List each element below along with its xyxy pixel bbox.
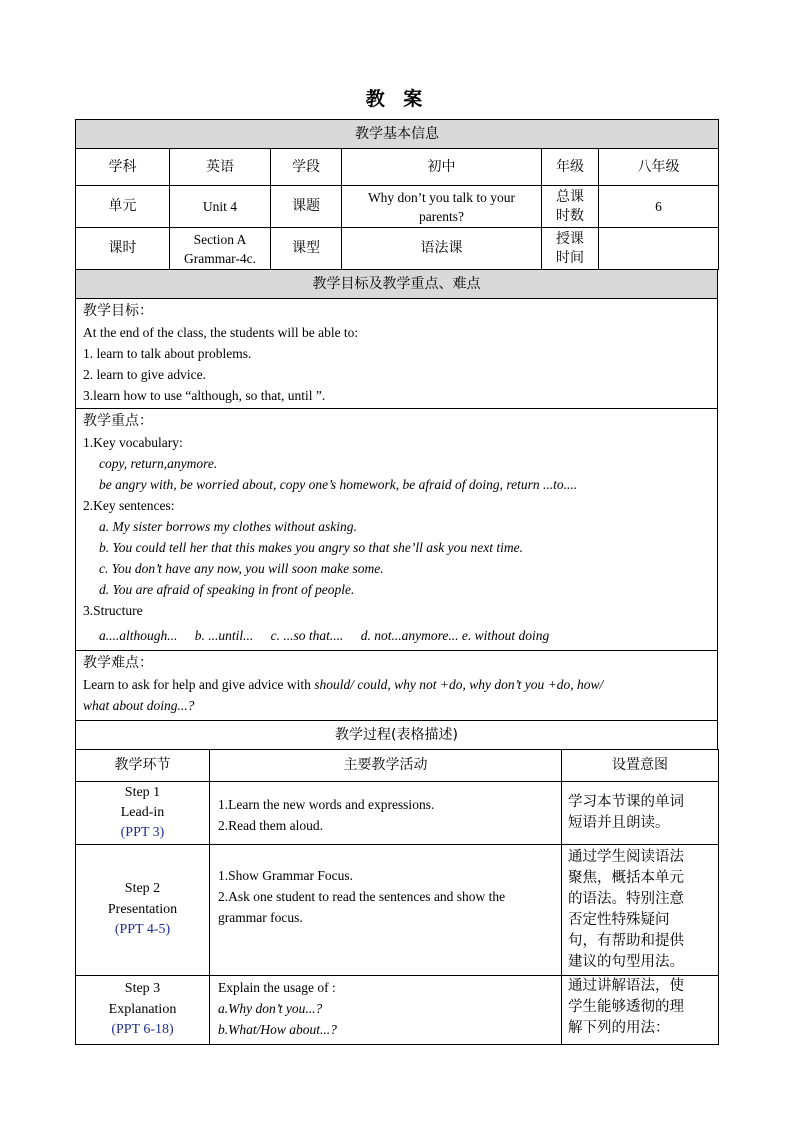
intent-line: 学生能够透彻的理 — [568, 999, 684, 1015]
key-sentence: d. You are afraid of speaking in front of people. — [99, 582, 355, 597]
total-hours-label-1: 总课 — [556, 188, 584, 205]
key-sentence: b. You could tell her that this makes you angry so that she’ll ask you next time. — [99, 540, 523, 555]
step-cell — [76, 782, 210, 845]
objectives-header: 教学目标及教学重点、难点 — [76, 270, 718, 299]
period-label: 课时 — [76, 228, 170, 270]
teaching-time-label-2: 时间 — [556, 249, 584, 266]
step-ppt: (PPT 4-5) — [114, 922, 171, 938]
difficulty-cell — [76, 651, 718, 721]
step-name: Lead-in — [120, 805, 165, 820]
step-ppt: (PPT 6-18) — [111, 1022, 174, 1038]
intent-line: 解下列的用法： — [568, 1020, 670, 1036]
intent-cell — [562, 845, 719, 976]
structure-item: d. not...anymore... e. without doing — [360, 628, 550, 643]
activity-cell — [210, 782, 562, 845]
objectives-table — [75, 269, 718, 750]
difficulty-label: 教学难点： — [83, 655, 153, 671]
difficulty-italic-2: what about doing...? — [83, 698, 195, 713]
teaching-time-value — [599, 228, 719, 270]
col-stage-header: 教学环节 — [76, 750, 210, 782]
vocab-words: copy, return,anymore. — [99, 456, 218, 471]
intent-line: 建议的句型用法。 — [568, 954, 684, 970]
step-name: Presentation — [107, 901, 178, 917]
process-table — [75, 749, 719, 1045]
intent-cell — [562, 976, 719, 1045]
intent-line: 句，有帮助和提供 — [568, 933, 684, 949]
subject-value: 英语 — [170, 149, 271, 186]
intent-line: 的语法。特别注意 — [568, 891, 684, 907]
goals-intro: At the end of the class, the students will be able to: — [83, 325, 359, 340]
topic-line-2: parents? — [419, 208, 464, 224]
stage-label: 学段 — [271, 149, 342, 186]
unit-value: Unit 4 — [170, 186, 271, 228]
lesson-type-value: 语法课 — [342, 228, 542, 270]
page-title: 教 案 — [365, 88, 429, 110]
key-sentence: a. My sister borrows my clothes without asking. — [99, 519, 357, 534]
process-header: 教学过程(表格描述) — [76, 721, 718, 750]
intent-line: 短语并且朗读。 — [568, 815, 670, 831]
topic-value — [342, 186, 542, 228]
structure-item: a....although... — [99, 628, 178, 643]
grade-value: 八年级 — [599, 149, 719, 186]
total-hours-value: 6 — [599, 186, 719, 228]
activity-line: Explain the usage of : — [218, 980, 336, 995]
activity-cell — [210, 845, 562, 976]
intent-cell — [562, 782, 719, 845]
difficulty-italic: should/ could, why not +do, why don’t you +do, how/ — [314, 677, 604, 692]
key-points-label: 教学重点： — [83, 413, 153, 429]
teaching-time-label — [542, 228, 599, 270]
activity-line: 2.Ask one student to read the sentences and show the — [218, 889, 506, 904]
teaching-time-label-1: 授课 — [556, 230, 584, 247]
grade-label: 年级 — [542, 149, 599, 186]
goal-item: 2. learn to give advice. — [83, 367, 206, 382]
basic-info-table — [75, 119, 719, 270]
period-value — [170, 228, 271, 270]
intent-line: 通过学生阅读语法 — [568, 849, 684, 865]
period-value-2: Grammar-4c. — [183, 250, 257, 266]
intent-line: 通过讲解语法，使 — [568, 978, 684, 994]
lesson-type-label: 课型 — [271, 228, 342, 270]
difficulty-plain: Learn to ask for help and give advice with — [83, 677, 315, 692]
difficulty-text — [83, 674, 710, 695]
intent-line: 学习本节课的单词 — [568, 794, 684, 810]
subject-label: 学科 — [76, 149, 170, 186]
stage-value: 初中 — [342, 149, 542, 186]
structure-list — [83, 625, 710, 646]
goal-item: 1. learn to talk about problems. — [83, 346, 252, 361]
sentences-title: 2.Key sentences: — [83, 498, 175, 513]
activity-line: 1.Learn the new words and expressions. — [218, 797, 435, 812]
key-sentence: c. You don’t have any now, you will soon make some. — [99, 561, 384, 576]
structure-item: b. ...until... — [194, 628, 254, 643]
intent-line: 聚焦，概括本单元 — [568, 870, 684, 886]
step-cell — [76, 845, 210, 976]
topic-label: 课题 — [271, 186, 342, 228]
structure-title: 3.Structure — [83, 603, 143, 618]
step-number: Step 3 — [124, 981, 161, 997]
topic-line-1: Why don’t you talk to your — [367, 189, 516, 205]
unit-label: 单元 — [76, 186, 170, 228]
activity-line: 1.Show Grammar Focus. — [218, 868, 353, 883]
intent-line: 否定性特殊疑问 — [568, 912, 670, 928]
activity-line: 2.Read them aloud. — [218, 818, 323, 833]
activity-cell — [210, 976, 562, 1045]
col-activity-header: 主要教学活动 — [210, 750, 562, 782]
goals-cell — [76, 299, 718, 409]
activity-line: b.What/How about...? — [218, 1022, 337, 1037]
goal-item: 3.learn how to use “although, so that, until ”. — [83, 388, 326, 403]
period-value-1: Section A — [193, 231, 247, 247]
step-number: Step 1 — [124, 785, 161, 800]
key-points-cell — [76, 409, 718, 651]
basic-info-header: 教学基本信息 — [76, 120, 719, 149]
step-number: Step 2 — [124, 881, 161, 897]
activity-line: a.Why don’t you...? — [218, 1001, 323, 1016]
step-name: Explanation — [108, 1001, 177, 1017]
total-hours-label-2: 时数 — [556, 207, 584, 224]
lesson-plan-sheet — [75, 119, 718, 1045]
activity-line: grammar focus. — [218, 910, 303, 925]
step-ppt: (PPT 3) — [120, 825, 165, 840]
goals-label: 教学目标： — [83, 303, 153, 319]
step-cell — [76, 976, 210, 1045]
vocab-title: 1.Key vocabulary: — [83, 435, 183, 450]
structure-item: c. ...so that.... — [270, 628, 344, 643]
total-hours-label — [542, 186, 599, 228]
col-intent-header: 设置意图 — [562, 750, 719, 782]
vocab-phrases: be angry with, be worried about, copy one’s homework, be afraid of doing, return ...to.... — [99, 477, 578, 492]
